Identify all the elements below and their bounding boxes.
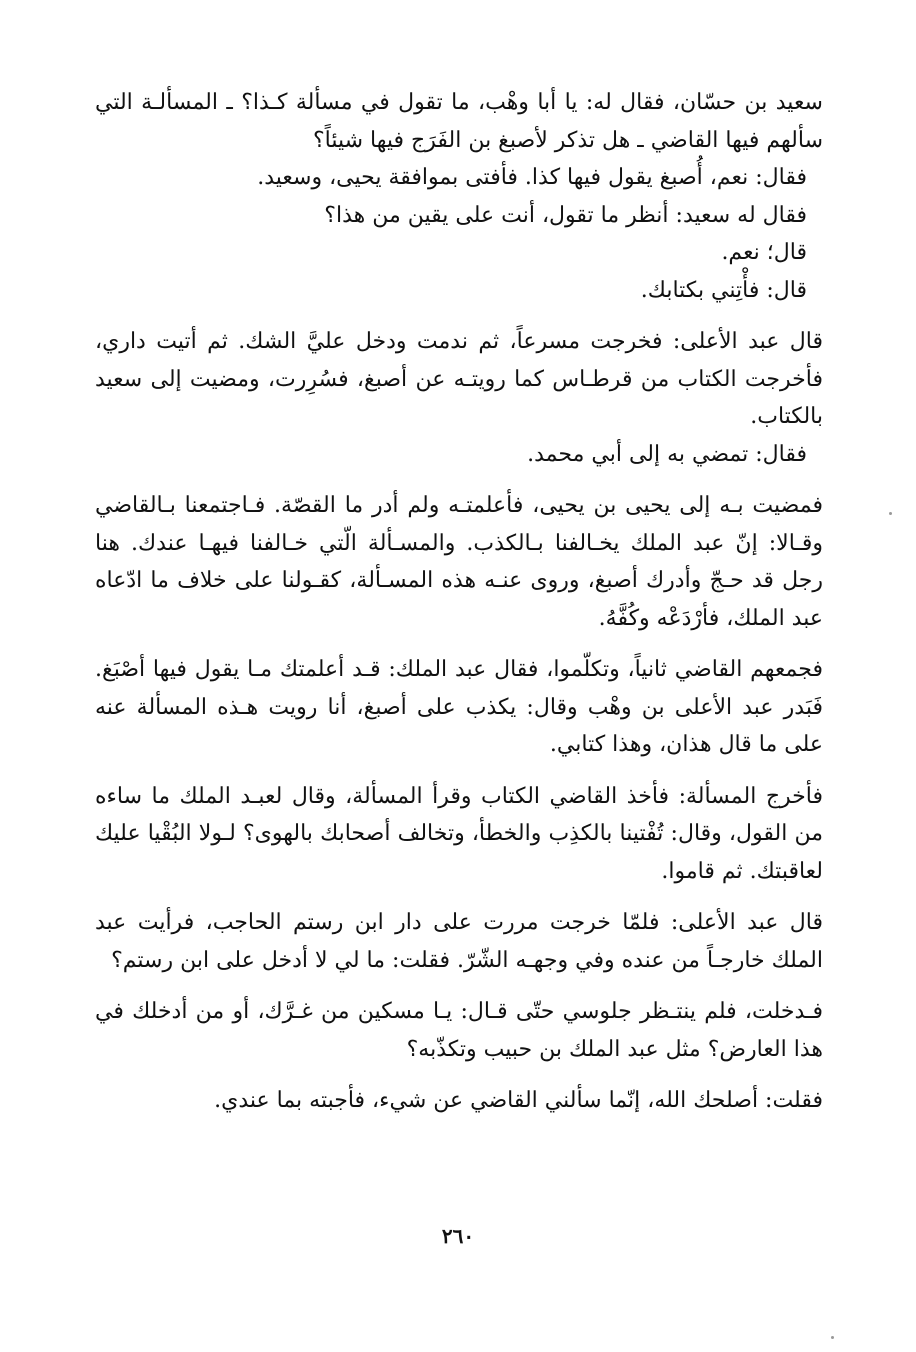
paragraph-5: قال: فأْتِني بكتابك. [640,277,807,303]
paragraph-13: فقلت: أصلحك الله، إنّما سألني القاضي عن شيء، فأجبته بما عندي. [214,1088,823,1113]
paragraph-12: فـدخلت، فلم ينتـظر جلوسي حتّى قـال: يـا مسكين من غـرَّك، أو من أدخلك في هذا العارض؟ مثل عبد الملك بن حبيب وتكذّبه؟ [95,999,823,1062]
paragraph-2: فقال: نعم، أُصبغ يقول فيها كذا. فأفتى بموافقة يحيى، وسعيد. [257,165,807,190]
page-body-text [95,84,823,1120]
page-number: ٢٦٠ [441,1224,475,1248]
paragraph-11: قال عبد الأعلى: فلمّا خرجت مررت على دار ابن رستم الحاجب، فرأيت عبد الملك خارجـاً من عنده وفي وجهـه الشّرّ. فقلت: ما لي لا أدخل على ابن رستم؟ [95,910,823,973]
paragraph-3: فقال له سعيد: أنظر ما تقول، أنت على يقين من هذا؟ [324,202,807,228]
paragraph-9: فجمعهم القاضي ثانياً، وتكلّموا، فقال عبد الملك: قـد أعلمتك مـا يقول فيها أصْبَغ. فَبَدر عبد الأعلى بن وهْب وقال: يكذب على أصبغ، أنا رويت هـذه المسألة عنه على ما قال هذان، وهذا كتابي. [95,657,823,757]
paragraph-8: فمضيت بـه إلى يحيى بن يحيى، فأعلمتـه ولم أدر ما القصّة. فـاجتمعنا بـالقاضي وقـالا: إنّ عبد الملك يخـالفنا بـالكذب. والمسـألة الّتي خـالفنا فيهـا عندك. هنا رجل قد حـجّ وأدرك أصبغ، وروى عنـه هذه المسـألة، كقـولنا على خلاف ما ادّعاه عبد الملك، فأرْدَعْه وكُفَّهُ. [95,493,823,631]
paragraph-6: قال عبد الأعلى: فخرجت مسرعاً، ثم ندمت ودخل عليَّ الشك. ثم أتيت داري، فأخرجت الكتاب من قرطـاس كما رويتـه عن أصبغ، فسُرِرت، ومضيت إلى سعيد بالكتاب. [95,329,823,429]
scan-speck [831,1336,834,1339]
scan-speck [889,512,892,515]
paragraph-10: فأخرج المسألة: فأخذ القاضي الكتاب وقرأ المسألة، وقال لعبـد الملك ما ساءه من القول، وقال: تُفْتينا بالكذِب والخطأ، وتخالف أصحابك بالهوى؟ لـولا البُقْيا عليك لعاقبتك. ثم قاموا. [95,783,824,884]
paragraph-7: فقال: تمضي به إلى أبي محمد. [527,441,807,467]
paragraph-4: قال؛ نعم. [721,240,807,265]
paragraph-1: سعيد بن حسّان، فقال له: يا أبا وهْب، ما تقول في مسألة كـذا؟ ـ المسألـة التي سألهم فيها القاضي ـ هل تذكر لأصبغ بن الفَرَج فيها شيئاً؟ [95,90,823,153]
